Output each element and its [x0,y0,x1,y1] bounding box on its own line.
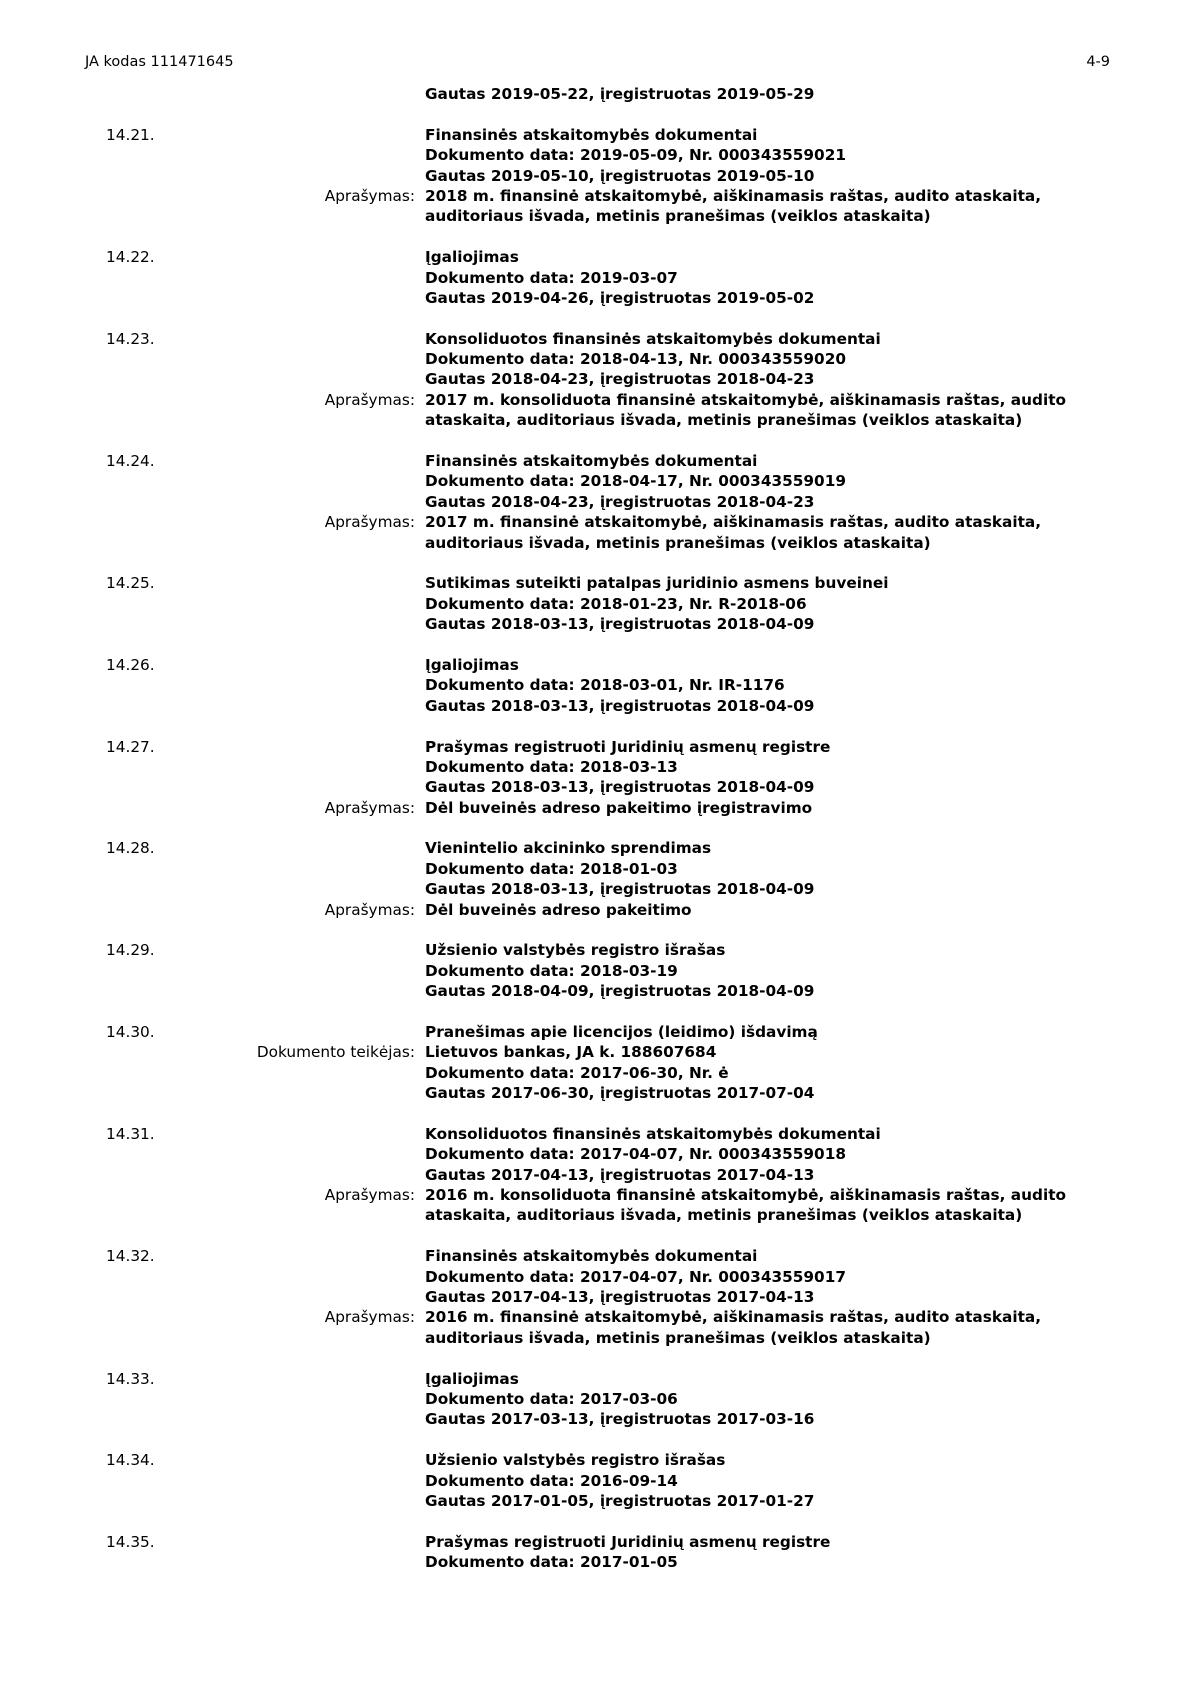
entry-received-line [0,369,1191,389]
received-line: Gautas 2018-03-13, įregistruotas 2018-04-09 [425,880,815,899]
description-label: Aprašymas: [324,900,415,919]
description-text: 2017 m. finansinė atskaitomybė, aiškinamasis raštas, audito ataskaita, [425,513,1042,532]
document-date: Dokumento data: 2018-01-03 [425,859,678,878]
entry-doc-line [0,1389,1191,1409]
entry-received-line [0,696,1191,716]
entry-doc-line [0,757,1191,777]
document-date: Dokumento data: 2018-01-23, Nr. R-2018-06 [425,594,807,613]
entry-desc-line [0,1205,1191,1225]
entry-title: Finansinės atskaitomybės dokumentai [425,452,758,471]
entry-title-line [0,1369,1191,1389]
entry-title-line [0,1450,1191,1470]
entry-title-line [0,1124,1191,1144]
entry-title-line [0,329,1191,349]
entry-doc-line [0,1471,1191,1491]
entry-title: Užsienio valstybės registro išrašas [425,941,726,960]
entry-number: 14.31. [106,1124,155,1143]
entry-title-line [0,1532,1191,1552]
entry-received-line [0,777,1191,797]
entry-received-line [0,1165,1191,1185]
entry-desc-line [0,410,1191,430]
document-date: Dokumento data: 2017-03-06 [425,1390,678,1408]
entry-number: 14.24. [106,452,155,471]
entry-title: Sutikimas suteikti patalpas juridinio asmens buveinei [425,574,889,593]
entry-provider-line [0,1042,1191,1062]
entry-doc-line [0,1144,1191,1164]
page-header [85,51,1110,73]
description-text: Dėl buveinės adreso pakeitimo [425,900,692,919]
entry-number: 14.23. [106,329,155,348]
entry-number: 14.26. [106,655,155,674]
description-text: ataskaita, auditoriaus išvada, metinis pranešimas (veiklos ataskaita) [425,411,1023,430]
entry-title: Pranešimas apie licencijos (leidimo) išdavimą [425,1022,818,1041]
received-line: Gautas 2019-04-26, įregistruotas 2019-05-02 [425,288,815,307]
document-date: Dokumento data: 2018-03-01, Nr. IR-1176 [425,676,785,695]
entry-doc-line [0,961,1191,981]
received-line: Gautas 2017-04-13, įregistruotas 2017-04-13 [425,1165,815,1184]
entry-title: Įgaliojimas [425,655,519,674]
description-text: 2018 m. finansinė atskaitomybė, aiškinamasis raštas, audito ataskaita, [425,186,1042,205]
description-label: Aprašymas: [324,513,415,532]
description-text: 2016 m. konsoliduota finansinė atskaitomybė, aiškinamasis raštas, audito [425,1186,1067,1205]
received-line: Gautas 2019-05-22, įregistruotas 2019-05-29 [425,85,815,103]
description-text: auditoriaus išvada, metinis pranešimas (veiklos ataskaita) [425,207,931,226]
entry-number: 14.35. [106,1532,155,1551]
entry-number: 14.34. [106,1451,155,1470]
entry-number: 14.33. [106,1369,155,1388]
entry-title-line [0,247,1191,267]
description-label: Aprašymas: [324,1186,415,1205]
document-date: Dokumento data: 2017-06-30, Nr. ė [425,1063,729,1082]
entry-received-line [0,492,1191,512]
received-line: Gautas 2018-04-23, įregistruotas 2018-04-23 [425,492,815,511]
company-code: JA kodas 111471645 [85,54,234,70]
document-date: Dokumento data: 2018-03-13 [425,757,678,776]
entry-desc-line [0,186,1191,206]
description-label: Aprašymas: [324,390,415,409]
entry-doc-line [0,1063,1191,1083]
entry-title: Įgaliojimas [425,1369,519,1388]
entry-received-line [0,288,1191,308]
entry-doc-line [0,594,1191,614]
description-text: auditoriaus išvada, metinis pranešimas (veiklos ataskaita) [425,533,931,552]
entry-number: 14.22. [106,248,155,267]
entry-title-line [0,655,1191,675]
entry-title: Vienintelio akcininko sprendimas [425,839,712,858]
entry-title: Įgaliojimas [425,248,519,267]
entry-desc-line [0,1307,1191,1327]
entry-doc-line [0,471,1191,491]
document-date: Dokumento data: 2019-03-07 [425,268,678,287]
entry-title: Finansinės atskaitomybės dokumentai [425,125,758,144]
received-line: Gautas 2018-03-13, įregistruotas 2018-04-09 [425,696,815,715]
received-line: Gautas 2017-03-13, įregistruotas 2017-03-16 [425,1410,815,1429]
entry-desc-line [0,1185,1191,1205]
entry-number: 14.28. [106,839,155,858]
entry-desc-line [0,1328,1191,1348]
description-text: 2016 m. finansinė atskaitomybė, aiškinamasis raštas, audito ataskaita, [425,1308,1042,1327]
description-label: Aprašymas: [324,1308,415,1327]
entry-desc-line [0,206,1191,226]
entry-title-line [0,1246,1191,1266]
entry-doc-line [0,268,1191,288]
entry-title-line [0,838,1191,858]
entry-received-line [0,879,1191,899]
entry-title-line [0,573,1191,593]
document-date: Dokumento data: 2018-04-17, Nr. 000343559019 [425,472,846,491]
entry-doc-line [0,675,1191,695]
entry-title: Finansinės atskaitomybės dokumentai [425,1247,758,1266]
entry-desc-line [0,798,1191,818]
entry-received-line [0,981,1191,1001]
entry-title: Konsoliduotos finansinės atskaitomybės dokumentai [425,1124,881,1143]
document-date: Dokumento data: 2018-03-19 [425,961,678,980]
entry-number: 14.27. [106,737,155,756]
entry-title-line [0,451,1191,471]
entry-doc-line [0,1267,1191,1287]
received-line: Gautas 2018-04-09, įregistruotas 2018-04-09 [425,982,815,1001]
entry-title: Užsienio valstybės registro išrašas [425,1451,726,1470]
provider-label: Dokumento teikėjas: [256,1043,415,1062]
document-date: Dokumento data: 2019-05-09, Nr. 000343559021 [425,146,846,165]
received-line: Gautas 2018-03-13, įregistruotas 2018-04-09 [425,778,815,797]
entry-number: 14.25. [106,574,155,593]
received-line: Gautas 2019-05-10, įregistruotas 2019-05-10 [425,166,815,185]
entry-title-line [0,737,1191,757]
entry-number: 14.21. [106,125,155,144]
received-line: Gautas 2017-01-05, įregistruotas 2017-01-27 [425,1491,815,1510]
document-list [0,84,1191,1573]
received-line: Gautas 2017-04-13, įregistruotas 2017-04-13 [425,1288,815,1307]
description-label: Aprašymas: [324,798,415,817]
document-date: Dokumento data: 2017-04-07, Nr. 000343559018 [425,1145,846,1164]
entry-number: 14.29. [106,941,155,960]
entry-received-line [0,1287,1191,1307]
description-text: 2017 m. konsoliduota finansinė atskaitomybė, aiškinamasis raštas, audito [425,390,1067,409]
entry-title-line [0,1022,1191,1042]
document-date: Dokumento data: 2016-09-14 [425,1471,678,1490]
description-text: auditoriaus išvada, metinis pranešimas (veiklos ataskaita) [425,1328,931,1347]
entry-doc-line [0,1552,1191,1572]
document-date: Dokumento data: 2017-04-07, Nr. 000343559017 [425,1267,846,1286]
entry-title: Prašymas registruoti Juridinių asmenų registre [425,737,831,756]
description-label: Aprašymas: [324,186,415,205]
entry-received-line [0,1491,1191,1511]
entry-title: Konsoliduotos finansinės atskaitomybės dokumentai [425,329,881,348]
entry-received-line [0,614,1191,634]
description-text: Dėl buveinės adreso pakeitimo įregistravimo [425,798,813,817]
entry-number: 14.32. [106,1247,155,1266]
entry-received-line [0,1409,1191,1429]
provider-text: Lietuvos bankas, JA k. 188607684 [425,1043,717,1062]
entry-desc-line [0,900,1191,920]
entry-desc-line [0,390,1191,410]
entry-desc-line [0,533,1191,553]
entry-title-line [0,940,1191,960]
received-line: Gautas 2018-04-23, įregistruotas 2018-04-23 [425,370,815,389]
entry-desc-line [0,512,1191,532]
page-number: 4-9 [1086,54,1110,70]
received-line: Gautas 2017-06-30, įregistruotas 2017-07-04 [425,1084,815,1103]
entry-doc-line [0,349,1191,369]
entry-doc-line [0,859,1191,879]
document-date: Dokumento data: 2017-01-05 [425,1553,678,1572]
entry-title-line [0,125,1191,145]
entry-number: 14.30. [106,1022,155,1041]
description-text: ataskaita, auditoriaus išvada, metinis pranešimas (veiklos ataskaita) [425,1206,1023,1225]
document-date: Dokumento data: 2018-04-13, Nr. 000343559020 [425,350,846,369]
entry-received-line [0,166,1191,186]
continuation-line [0,84,1191,104]
entry-title: Prašymas registruoti Juridinių asmenų registre [425,1532,831,1551]
entry-received-line [0,1083,1191,1103]
received-line: Gautas 2018-03-13, įregistruotas 2018-04-09 [425,615,815,634]
entry-doc-line [0,145,1191,165]
